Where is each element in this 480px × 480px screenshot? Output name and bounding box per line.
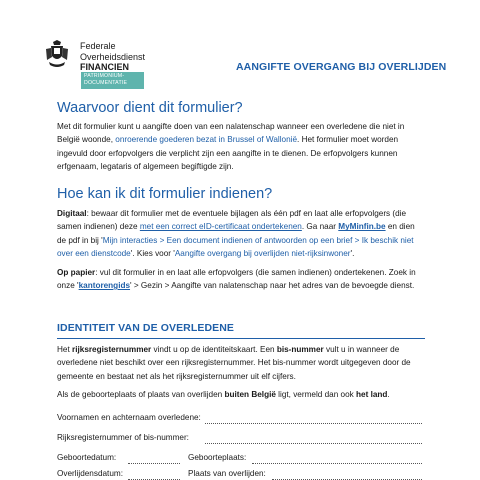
text-span: '. <box>350 249 355 259</box>
rrn-label: Rijksregisternummer of bis-nummer: <box>57 433 189 442</box>
text-span: : vul dit formulier in en laat alle erfopvolgers (die samen indienen) ondertekenen. Zoek in onze <box>57 267 416 291</box>
text-span: vult u in wanneer de overledene niet beschikt over een rijksregisternummer. Het bis-nummer wordt uitgegeven door de gemeente en bestaat net als het rijksregisternummer uit elf cijfers. <box>57 345 411 381</box>
rrn-field[interactable] <box>205 443 422 444</box>
full-name-field[interactable] <box>205 423 422 424</box>
text-span: Het <box>57 345 73 354</box>
org-line-2: Overheidsdienst <box>80 51 146 62</box>
section-heading-submit: Hoe kan ik dit formulier indienen? <box>57 186 273 202</box>
text-span: vindt u op de identiteitskaart. Een <box>151 345 277 354</box>
text-span: : bewaar dit formulier met de eventuele bijlagen als één pdf en laat alle erfopvolgers (die samen indienen) deze <box>57 209 407 232</box>
birthplace-paragraph <box>57 388 425 401</box>
birth-place-field[interactable] <box>252 463 422 464</box>
real-estate-link[interactable]: onroerende goederen bezat in Brussel of Wallonië <box>115 135 298 145</box>
text-span-bold: bis-nummer <box>276 345 324 354</box>
badge-line-1: PATRIMONIUM- <box>84 73 125 79</box>
paper-label: Op papier <box>57 267 96 277</box>
digital-label: Digitaal <box>57 209 87 218</box>
my-interactions-path[interactable]: Mijn interacties > Een document indienen of antwoorden op een brief > Ik beschik niet over een dienstcode <box>57 235 414 259</box>
page-header <box>0 0 480 90</box>
death-place-label: Plaats van overlijden: <box>188 469 266 478</box>
text-span: ' > Gezin > Aangifte van nalatenschap naar het adres van de bevoegde dienst. <box>130 281 415 291</box>
department-badge <box>81 72 144 89</box>
purpose-paragraph <box>57 120 425 174</box>
text-span: . Het formulier moet worden ingevuld door erfopvolgers die verplicht zijn een aangifte in te dienen. De erfopvolgers kunnen erfgenaam, legataris of algemeen begiftigde zijn. <box>57 135 399 172</box>
declaration-type-link[interactable]: Aangifte overgang bij overlijden niet-rijksinwoner <box>174 249 351 259</box>
digital-paragraph <box>57 207 425 261</box>
rrn-paragraph <box>57 343 425 383</box>
birth-date-field[interactable] <box>128 463 180 464</box>
text-span-bold: het land <box>356 390 388 400</box>
myminfin-link[interactable]: MyMinfin.be <box>338 222 386 232</box>
death-date-label: Overlijdensdatum: <box>57 469 123 478</box>
text-span: ' <box>77 281 79 291</box>
text-span: Als de geboorteplaats of plaats van overlijden <box>57 390 225 400</box>
office-guide-link[interactable]: kantorengids <box>78 281 131 291</box>
belgian-crest-icon <box>44 40 70 70</box>
text-span-bold: buiten België <box>224 390 276 400</box>
org-line-1: Federale <box>80 41 116 51</box>
section-heading-purpose: Waarvoor dient dit formulier? <box>57 100 243 116</box>
text-span: . Ga naar <box>301 222 339 232</box>
text-span: . <box>387 390 390 400</box>
section-how-to-submit <box>57 186 425 292</box>
badge-line-2: DOCUMENTATIE <box>84 80 128 86</box>
text-span: '. Kies voor ' <box>130 249 175 259</box>
org-line-3: FINANCIEN <box>80 62 129 72</box>
section-heading-identity: IDENTITEIT VAN DE OVERLEDENE <box>57 322 235 334</box>
text-span: ligt, vermeld dan ook <box>275 390 357 400</box>
text-span-bold: rijksregisternummer <box>72 345 152 354</box>
birth-place-label: Geboorteplaats: <box>188 453 247 462</box>
section-identity <box>57 343 425 402</box>
birth-date-label: Geboortedatum: <box>57 453 117 462</box>
paper-paragraph <box>57 266 425 293</box>
text-span: en dien de pdf in bij ' <box>57 222 415 245</box>
section-purpose <box>57 100 425 174</box>
eid-certificate-link[interactable]: met een correct eID-certificaat ondertekenen <box>139 222 302 232</box>
document-title: AANGIFTE OVERGANG BIJ OVERLIJDEN <box>236 61 447 73</box>
text-span: Met dit formulier kunt u aangifte doen van een nalatenschap wanneer een overledene die niet in België woonde, <box>57 122 405 145</box>
organisation-name <box>80 41 145 73</box>
heading-divider <box>57 338 425 339</box>
full-name-label: Voornamen en achternaam overledene: <box>57 413 201 422</box>
